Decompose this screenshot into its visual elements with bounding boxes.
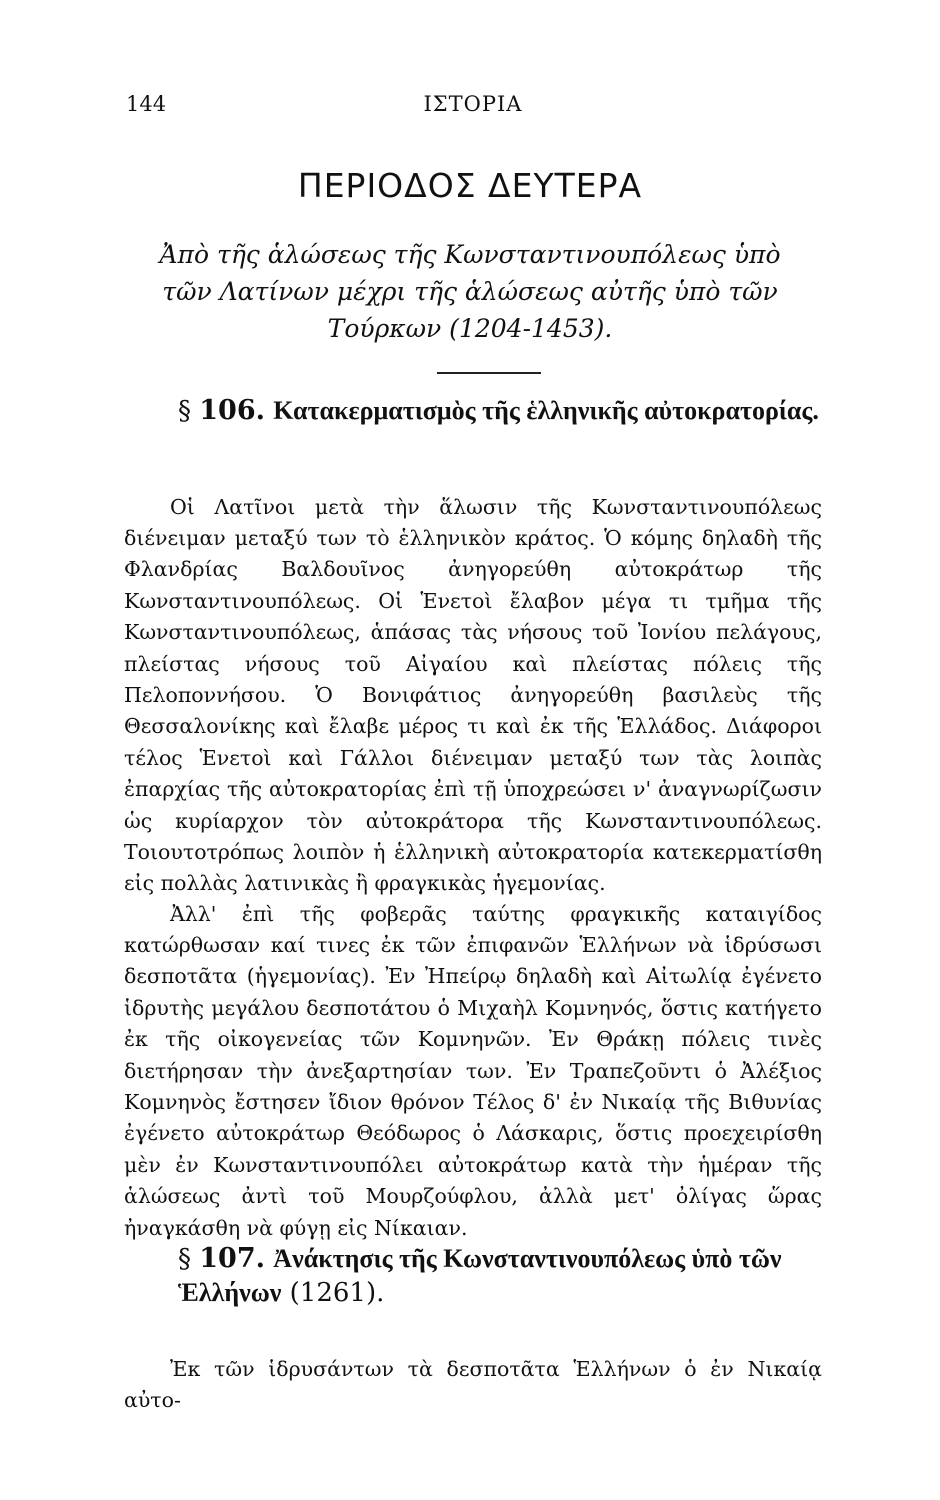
page-number: 144 [126, 92, 167, 116]
section-107-heading [178, 1242, 822, 1310]
section-106-paragraph-2: Ἀλλ' ἐπὶ τῆς φοβερᾶς ταύτης φραγκικῆς καταιγίδος κατώρθωσαν καί τινες ἐκ τῶν ἐπιφανῶν Ἑλλήνων νὰ ἱδρύσωσι δεσποτᾶτα (ἡγεμονίας). Ἐν Ἠπείρῳ δηλαδὴ καὶ Αἰτωλίᾳ ἐγένετο ἱδρυτὴς μεγάλου δεσποτάτου ὁ Μιχαὴλ Κομνηνός, ὅστις κατήγετο ἐκ τῆς οἰκογενείας τῶν Κομνηνῶν. Ἐν Θράκῃ πόλεις τινὲς διετήρησαν τὴν ἀνεξαρτησίαν των. Ἐν Τραπεζοῦντι ὁ Ἀλέξιος Κομνηνὸς ἔστησεν ἴδιον θρόνον Τέλος δ' ἐν Νικαίᾳ τῆς Βιθυνίας ἐγένετο αὐτοκράτωρ Θεόδωρος ὁ Λάσκαρις, ὅστις προεχειρίσθη μὲν ἐν Κωνσταντινουπόλει αὐτοκράτωρ κατὰ τὴν ἡμέραν τῆς ἁλώσεως ἀντὶ τοῦ Μουρζούφλου, ἀλλὰ μετ' ὀλίγας ὥρας ἠναγκάσθη νὰ φύγῃ εἰς Νίκαιαν. [124, 901, 822, 1240]
period-title: ΠΕΡΙΟΔΟΣ ΔΕΥΤΕΡΑ [297, 166, 643, 205]
section-title: Κατακερματισμὸς τῆς ἑλληνικῆς αὐτοκρατορίας. [273, 396, 819, 425]
section-symbol: § [178, 396, 191, 426]
section-106-heading [178, 394, 822, 428]
section-title: Ἀνάκτησις τῆς Κωνσταντινουπόλεως ὑπὸ τῶν Ἑλλήνων [178, 1244, 782, 1307]
period-subtitle: Ἀπὸ τῆς ἁλώσεως τῆς Κωνσταντινουπόλεως ὑπὸ τῶν Λατίνων μέχρι τῆς ἁλώσεως αὐτῆς ὑπὸ τῶν Τούρκων (1204-1453). [159, 240, 781, 343]
section-year: (1261). [289, 1278, 385, 1308]
section-number: 107. [199, 1243, 266, 1274]
section-divider-rule [437, 372, 541, 374]
section-107-paragraph-1: Ἐκ τῶν ἱδρυσάντων τὰ δεσποτᾶτα Ἑλλήνων ὁ ἐν Νικαίᾳ αὐτο- [124, 1356, 822, 1412]
section-symbol: § [178, 1244, 191, 1274]
running-title: ΙΣΤΟΡΙΑ [423, 92, 523, 116]
running-header [126, 92, 820, 118]
section-number: 106. [199, 395, 266, 426]
section-106-paragraph-1: Οἱ Λατῖνοι μετὰ τὴν ἅλωσιν τῆς Κωνσταντινουπόλεως διένειμαν μεταξύ των τὸ ἑλληνικὸν κράτος. Ὁ κόμης δηλαδὴ τῆς Φλανδρίας Βαλδουῖνος ἀνηγορεύθη αὐτοκράτωρ τῆς Κωνσταντινουπόλεως. Οἱ Ἑνετοὶ ἔλαβον μέγα τι τμῆμα τῆς Κωνσταντινουπόλεως, ἁπάσας τὰς νήσους τοῦ Ἰονίου πελάγους, πλείστας νήσους τοῦ Αἰγαίου καὶ πλείστας πόλεις τῆς Πελοποννήσου. Ὁ Βονιφάτιος ἀνηγορεύθη βασιλεὺς τῆς Θεσσαλονίκης καὶ ἔλαβε μέρος τι καὶ ἐκ τῆς Ἑλλάδος. Διάφοροι τέλος Ἑνετοὶ καὶ Γάλλοι διένειμαν μεταξύ των τὰς λοιπὰς ἐπαρχίας τῆς αὐτοκρατορίας ἐπὶ τῇ ὑποχρεώσει ν' ἀναγνωρίζωσιν ὡς κυρίαρχον τὸν αὐτοκράτορα τῆς Κωνσταντινουπόλεως. Τοιουτοτρόπως λοιπὸν ἡ ἑλληνικὴ αὐτοκρατορία κατεκερματίσθη εἰς πολλὰς λατινικὰς ἢ φραγκικὰς ἡγεμονίας. [124, 494, 822, 896]
